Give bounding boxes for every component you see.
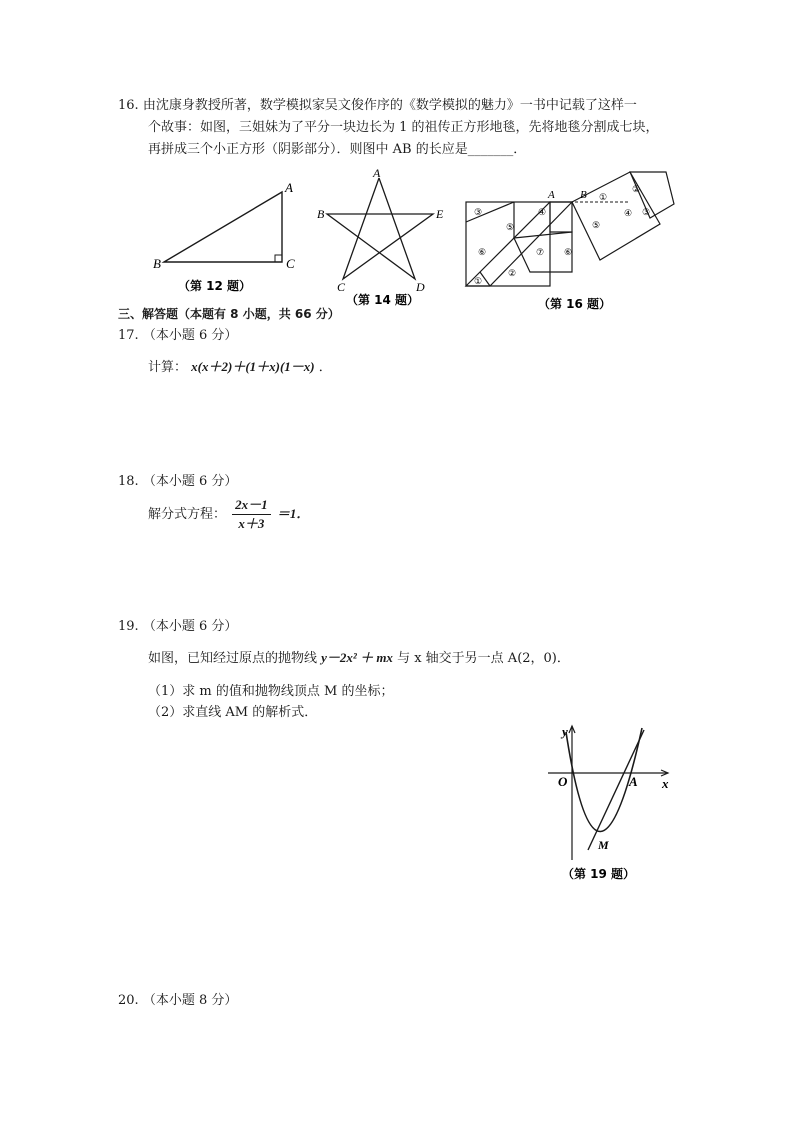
piece-6b: ⑥: [563, 247, 573, 257]
label-b: B: [153, 256, 161, 271]
label-a: A: [285, 180, 293, 195]
q19-intro-b: 与 x 轴交于另一点 A(2，0)．: [397, 651, 570, 666]
q20-points: （本小题 8 分）: [142, 993, 238, 1008]
piece-2b: ②: [631, 184, 641, 194]
figure-14-caption: （第 14 题）: [346, 293, 420, 307]
q19-intro: [148, 648, 570, 669]
q18-rhs: ＝1．: [276, 506, 310, 521]
label-m: M: [598, 838, 609, 852]
label-c: C: [337, 280, 346, 294]
figure-19-caption: （第 19 题）: [562, 867, 636, 881]
pentagram: [327, 178, 433, 279]
q20-header: [118, 991, 237, 1011]
figure-16-caption: （第 16 题）: [538, 297, 612, 311]
piece-3: ③: [473, 207, 483, 217]
q16-text-2: 个故事：如图，三姐妹为了平分一块边长为 1 的祖传正方形地毯，先将地毯分割成七块，: [148, 120, 659, 135]
label-a: A: [373, 166, 381, 180]
label-e: E: [436, 207, 444, 221]
label-a: A: [629, 774, 638, 789]
right-angle-mark: [275, 255, 282, 262]
q18-numerator: 2x－1: [232, 496, 271, 515]
q19-part-2: （2）求直线 AM 的解析式．: [148, 705, 318, 720]
q18-points: （本小题 6 分）: [142, 474, 238, 489]
piece-7: ⑦: [535, 247, 545, 257]
piece-2: ②: [507, 268, 517, 278]
figure-14: [316, 166, 456, 310]
label-b: B: [580, 189, 587, 201]
section-3-title: 三、解答题（本题有 8 小题，共 66 分）: [118, 307, 340, 321]
piece-6: ⑥: [477, 247, 487, 257]
piece-5: ⑤: [505, 222, 515, 232]
q18-number: 18.: [118, 474, 139, 489]
figure-19: [540, 718, 680, 888]
q18-denominator: x＋3: [238, 516, 265, 531]
q18-header: [118, 472, 237, 492]
q19-points: （本小题 6 分）: [142, 619, 238, 634]
q16-number: 16.: [118, 98, 139, 113]
label-c: C: [286, 256, 295, 271]
q17-header: [118, 326, 237, 346]
q18-fraction: [232, 496, 271, 533]
piece-1: ①: [473, 276, 483, 286]
q19-header: [118, 617, 237, 637]
line-am: [588, 730, 644, 850]
q17-end: ．: [318, 360, 332, 375]
piece-3b: ③: [641, 207, 651, 217]
q17-expression: x(x＋2)＋(1＋x)(1－x): [191, 359, 315, 374]
q19-number: 19.: [118, 619, 139, 634]
figure-12-caption: （第 12 题）: [178, 279, 252, 293]
q17-number: 17.: [118, 328, 139, 343]
q17-prompt: 计算：: [148, 360, 188, 375]
q19-intro-a: 如图，已知经过原点的抛物线: [148, 651, 318, 666]
figure-12: [150, 178, 310, 300]
q17-points: （本小题 6 分）: [142, 328, 238, 343]
strip-piece: [550, 202, 572, 232]
q19-part-1: （1）求 m 的值和抛物线顶点 M 的坐标；: [148, 684, 394, 699]
figure-16: [460, 160, 680, 316]
label-o: O: [558, 774, 568, 789]
label-a: A: [548, 189, 555, 201]
label-y: y: [562, 724, 568, 739]
q19-intro-expression: y－2x² ＋ mx: [321, 650, 393, 665]
q18-body: [148, 496, 309, 533]
q18-prompt: 解分式方程：: [148, 507, 227, 522]
q17-body: [148, 357, 332, 378]
q16-text-1: 由沈康身教授所著，数学模拟家吴文俊作序的《数学模拟的魅力》一书中记载了这样一: [142, 98, 637, 113]
q16-line-1: [118, 96, 637, 116]
piece-5b: ⑤: [591, 220, 601, 230]
q20-number: 20.: [118, 993, 139, 1008]
label-x: x: [662, 776, 669, 791]
q16-text-3: 再拼成三个小正方形（阴影部分）．则图中 AB 的长应是_______．: [148, 142, 527, 157]
piece-4: ④: [537, 207, 547, 217]
piece-1b: ①: [598, 192, 608, 202]
triangle-abc: [164, 192, 282, 262]
label-d: D: [416, 280, 425, 294]
label-b: B: [317, 207, 325, 221]
piece-4b: ④: [623, 208, 633, 218]
